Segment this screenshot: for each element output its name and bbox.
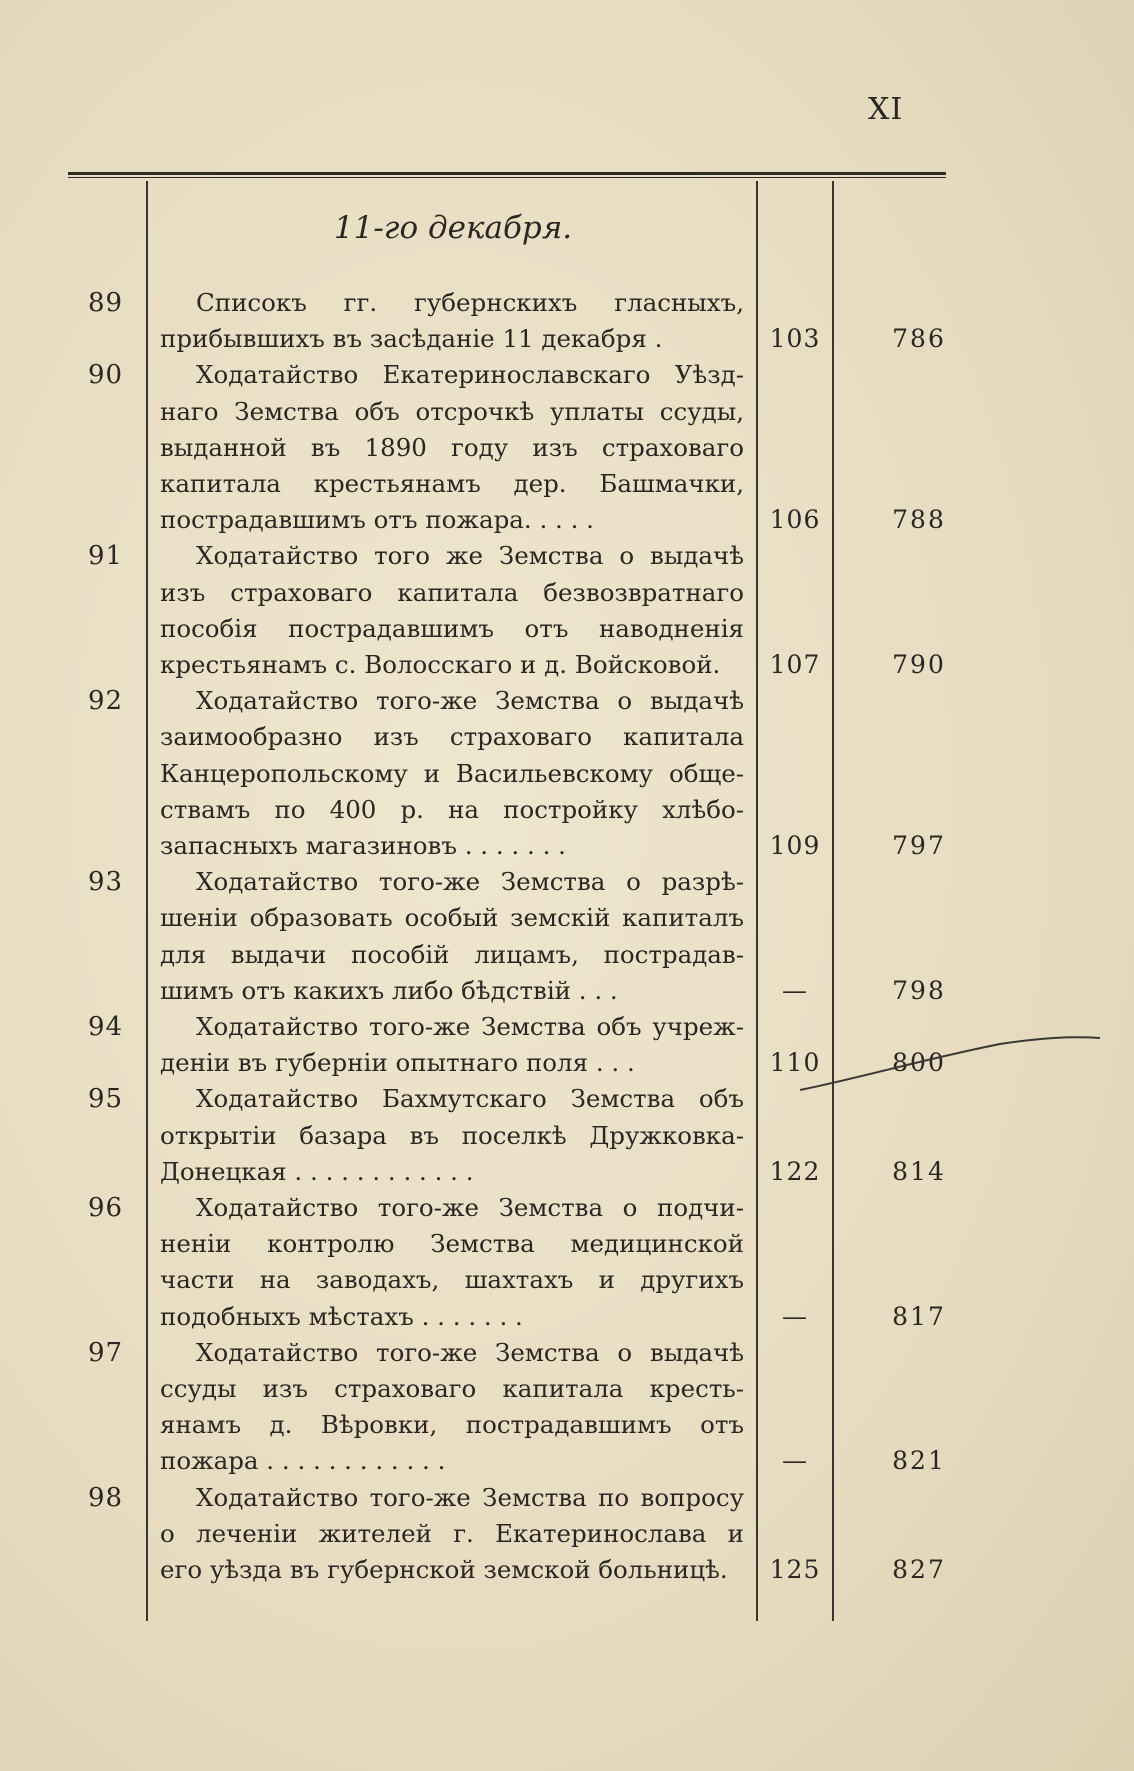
entry-text-line: подобныхъ мѣстахъ . . . . . . . [160, 1301, 523, 1331]
entry-number: 97 [88, 1337, 124, 1368]
entry-column-a: 122 [769, 1156, 821, 1186]
entry-number: 92 [88, 686, 124, 717]
entry-column-b: 797 [892, 831, 946, 860]
entry-column-a: — [782, 1301, 808, 1331]
entry-column-a: 106 [769, 505, 821, 535]
entry-text-line: открытіи базара въ поселкѣ Дружковка- [160, 1120, 744, 1150]
entry-text-line: Ходатайство того-же Земства по вопросу [196, 1482, 744, 1512]
entry-text-line: Ходатайство того же Земства о выдачѣ [196, 541, 744, 571]
entry-number: 96 [88, 1193, 124, 1223]
entry-column-a: — [782, 975, 808, 1005]
entry-text-line: Ходатайство того-же Земства объ учреж- [196, 1012, 744, 1041]
entry-number: 90 [88, 360, 124, 391]
entry-number: 89 [88, 288, 124, 318]
entry-text-line: изъ страховаго капитала безвозвратнаго [160, 577, 744, 607]
entry-column-b: 814 [892, 1156, 946, 1186]
entry-text-line: заимообразно изъ страховаго капитала [160, 722, 744, 752]
entry-text-line: Ходатайство того-же Земства о разрѣ- [196, 867, 744, 897]
entry-text-line: капитала крестьянамъ дер. Башмачки, [160, 469, 744, 498]
column-divider-number [146, 181, 148, 1621]
entry-text-line: его уѣзда въ губернской земской больницѣ. [160, 1555, 728, 1584]
entry-text-line: пожара . . . . . . . . . . . . [160, 1446, 446, 1476]
entry-text-line: выданной въ 1890 году изъ страховаго [160, 432, 744, 462]
entry-column-b: 790 [892, 650, 946, 679]
section-title: 11-го декабря. [333, 210, 573, 246]
entry-column-b: 821 [892, 1446, 946, 1476]
entry-number: 98 [88, 1482, 124, 1513]
entry-number: 94 [88, 1012, 124, 1042]
entry-text-line: деніи въ губерніи опытнаго поля . . . [160, 1048, 635, 1078]
entry-text-line: неніи контролю Земства медицинской [160, 1229, 744, 1259]
entry-text-line: наго Земства объ отсрочкѣ уплаты ссуды, [160, 396, 744, 426]
entry-text-line: пособія пострадавшимъ отъ наводненія [160, 613, 744, 643]
entry-column-a: 107 [769, 650, 821, 679]
entry-text-line: Канцеропольскому и Васильевскому обще- [160, 758, 744, 788]
entry-text-line: Ходатайство Екатеринославскаго Уѣзд- [196, 360, 744, 390]
entry-number: 93 [88, 867, 124, 898]
entry-text-line: шеніи образовать особый земскій капиталъ [160, 903, 744, 933]
entry-column-a: 110 [769, 1048, 821, 1078]
entry-column-b: 827 [892, 1555, 946, 1584]
entry-text-line: Списокъ гг. губернскихъ гласныхъ, [196, 288, 744, 317]
entry-text-line: прибывшихъ въ засѣданіе 11 декабря . [160, 324, 663, 354]
entry-text-line: запасныхъ магазиновъ . . . . . . . [160, 831, 566, 860]
entry-text-line: Ходатайство того-же Земства о выдачѣ [196, 1337, 744, 1367]
entry-column-b: 786 [892, 324, 946, 354]
column-divider-text [756, 181, 758, 1621]
entry-text-line: Ходатайство того-же Земства о подчи- [196, 1193, 744, 1222]
column-divider-page [832, 181, 834, 1621]
header-rule-thin [68, 177, 946, 178]
entry-text-line: пострадавшимъ отъ пожара. . . . . [160, 505, 594, 535]
entry-column-b: 817 [892, 1301, 946, 1331]
entry-column-a: 109 [769, 831, 821, 860]
entry-column-a: 103 [769, 324, 821, 354]
header-rule-thick [68, 172, 946, 175]
entry-text-line: крестьянамъ с. Волосскаго и д. Войсковой. [160, 650, 721, 679]
entry-number: 91 [88, 541, 124, 572]
entry-column-a: — [782, 1446, 808, 1476]
entry-text-line: Ходатайство того-же Земства о выдачѣ [196, 686, 744, 716]
pencil-stroke-mark [800, 1038, 1100, 1098]
entry-column-b: 798 [892, 975, 946, 1005]
entry-text-line: для выдачи пособій лицамъ, пострадав- [160, 939, 744, 969]
entry-column-b: 800 [892, 1048, 946, 1078]
entry-text-line: янамъ д. Вѣровки, пострадавшимъ отъ [160, 1410, 744, 1440]
entry-text-line: ствамъ по 400 р. на постройку хлѣбо- [160, 794, 744, 824]
entry-text-line: ссуды изъ страховаго капитала кресть- [160, 1374, 744, 1403]
entry-text-line: шимъ отъ какихъ либо бѣдствій . . . [160, 975, 618, 1005]
page-number: XI [868, 92, 904, 127]
entry-text-line: о леченіи жителей г. Екатеринослава и [160, 1518, 744, 1548]
entry-text-line: части на заводахъ, шахтахъ и другихъ [160, 1265, 744, 1295]
entry-column-b: 788 [892, 505, 946, 535]
entry-text-line: Донецкая . . . . . . . . . . . . [160, 1156, 474, 1186]
entry-text-line: Ходатайство Бахмутскаго Земства объ [196, 1084, 744, 1114]
entry-column-a: 125 [769, 1555, 821, 1584]
entry-number: 95 [88, 1084, 124, 1115]
